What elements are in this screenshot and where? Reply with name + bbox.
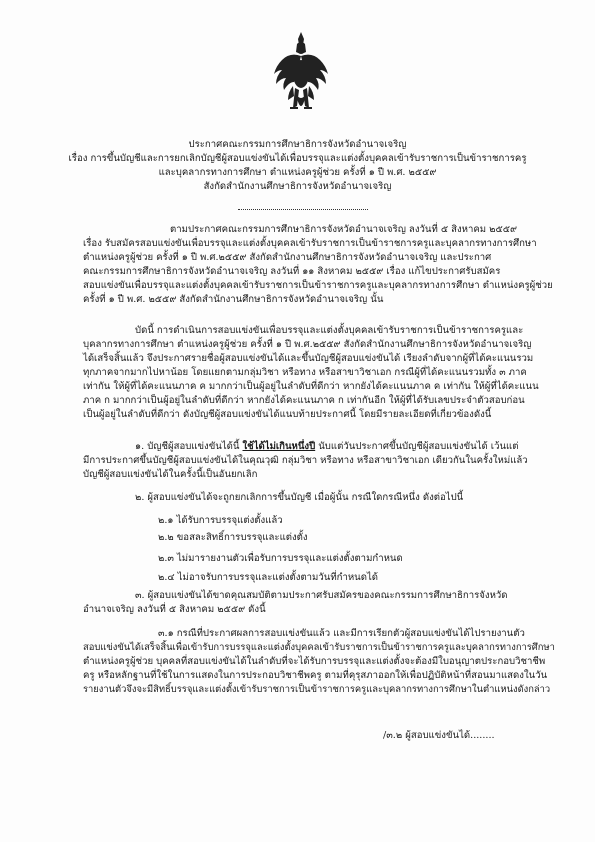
subject-line-1: เรื่อง การขึ้นบัญชีและการยกเลิกบัญชีผู้สอบแข่งขันได้เพื่อบรรจุและแต่งตั้งบุคคลเข้ารับราชการเป็นข้าราชการครู: [68, 153, 527, 164]
item3-line-1: ๓. ผู้สอบแข่งขันได้ขาดคุณสมบัติตามประกาศรับสมัครของคณะกรรมการศึกษาธิการจังหวัด: [135, 590, 508, 601]
item1-line-3: บัญชีผู้สอบแข่งขันได้ในครั้งนี้เป็นอันยกเลิก: [83, 469, 258, 480]
para1-line: ตามประกาศคณะกรรมการศึกษาธิการจังหวัดอำนาจเจริญ ลงวันที่ ๕ สิงหาคม ๒๕๕๙: [170, 224, 518, 235]
continuation-note: /๓.๒ ผู้สอบแข่งขันได้........: [383, 730, 495, 741]
item2-sub: ๒.๔ ไม่อาจรับการบรรจุและแต่งตั้งตามวันที่กำหนดได้: [158, 572, 379, 583]
item31-line: ๓.๑ กรณีที่ประกาศผลการสอบแข่งขันแล้ว และมีการเรียกตัวผู้สอบแข่งขันได้ไปรายงานตัว: [158, 628, 525, 639]
para2-line: เท่ากัน ให้ผู้ที่ได้คะแนนภาค ค มากกว่าเป็นผู้อยู่ในลำดับที่ดีกว่า หากยังได้คะแนนภาค ค เท่ากัน ให้ผู้ที่ได้คะแนน: [83, 381, 539, 392]
para2-line: บุคลากรทางการศึกษา ตำแหน่งครูผู้ช่วย ครั้งที่ ๑ ปี พ.ศ.๒๕๕๙ สังกัดสำนักงานศึกษาธิการจังหวัดอำนาจเจริญ: [83, 339, 532, 350]
para2-line: เป็นผู้อยู่ในลำดับที่ดีกว่า ดังบัญชีผู้สอบแข่งขันได้แนบท้ายประกาศนี้ โดยมีรายละเอียดที่เกี่ยวข้องดังนี้: [83, 409, 492, 420]
para1-line: ตำแหน่งครูผู้ช่วย ครั้งที่ ๑ ปี พ.ศ.๒๕๕๙ สังกัดสำนักงานศึกษาธิการจังหวัดอำนาจเจริญ และประกาศ: [83, 252, 492, 263]
item3-line-2: อำนาจเจริญ ลงวันที่ ๕ สิงหาคม ๒๕๕๙ ดังนี้: [83, 604, 266, 615]
item1-emphasis: ใช้ได้ไม่เกินหนึ่งปี: [242, 441, 316, 452]
item2-sub: ๒.๒ ขอสละสิทธิ์การบรรจุและแต่งตั้ง: [158, 532, 308, 543]
dotted-separator: [238, 207, 368, 210]
para2-line: ได้เสร็จสิ้นแล้ว จึงประกาศรายชื่อผู้สอบแข่งขันได้และขึ้นบัญชีผู้สอบแข่งขันได้ เรียงลำดับจากผู้ที่ได้คะแนนรวม: [83, 353, 534, 364]
para2-line: ภาค ก มากกว่าเป็นผู้อยู่ในลำดับที่ดีกว่า หากยังได้คะแนนภาค ก เท่ากันอีก ให้ผู้ที่ได้รับเลขประจำตัวสอบก่อน: [83, 395, 525, 406]
item1-line-2: มีการประกาศขึ้นบัญชีผู้สอบแข่งขันได้ในคุณวุฒิ กลุ่มวิชา หรือทาง หรือสาขาวิชาเอก เดียวกันในครั้งใหม่แล้ว: [83, 455, 528, 466]
item31-line: รายงานตัวจึงจะมีสิทธิ์บรรจุและแต่งตั้งเข้ารับราชการเป็นข้าราชการครูและบุคลากรทางการศึกษาในตำแหน่งดังกล่าว: [83, 684, 551, 695]
item1-line-1: [135, 441, 518, 453]
para2-line: ทุกภาคจากมากไปหาน้อย โดยแยกตามกลุ่มวิชา หรือทาง หรือสาขาวิชาเอก กรณีผู้ที่ได้คะแนนรวมทั้ง ๓ ภาค: [83, 367, 527, 378]
para2-line: บัดนี้ การดำเนินการสอบแข่งขันเพื่อบรรจุและแต่งตั้งบุคคลเข้ารับราชการเป็นข้าราชการครูและ: [135, 325, 524, 336]
announcement-title: ประกาศคณะกรรมการศึกษาธิการจังหวัดอำนาจเจริญ: [188, 139, 407, 150]
item2-intro: ๒. ผู้สอบแข่งขันได้จะถูกยกเลิกการขึ้นบัญชี เมื่อผู้นั้น กรณีใดกรณีหนึ่ง ดังต่อไปนี้: [135, 492, 464, 503]
item1-lead: ๑. บัญชีผู้สอบแข่งขันได้นี้: [135, 441, 243, 452]
garuda-emblem-icon: [268, 30, 334, 120]
item31-line: ครู หรือหลักฐานที่ใช้ในการแสดงในการประกอบวิชาชีพครู ตามที่คุรุสภาออกให้เพื่อปฏิบัติหน้าที่สอนมาแสดงในวัน: [83, 670, 548, 681]
subject-line-2: และบุคลากรทางการศึกษา ตำแหน่งครูผู้ช่วย ครั้งที่ ๑ ปี พ.ศ. ๒๕๕๙: [158, 167, 437, 178]
item1-rest: นับแต่วันประกาศขึ้นบัญชีผู้สอบแข่งขันได้ เว้นแต่: [315, 441, 519, 452]
item31-line: ตำแหน่งครูผู้ช่วย บุคคลที่สอบแข่งขันได้ในลำดับที่จะได้รับการบรรจุและแต่งตั้งจะต้องมีใบอนุญาตประกอบวิชาชีพ: [83, 656, 546, 667]
para1-line: สอบแข่งขันเพื่อบรรจุและแต่งตั้งบุคคลเข้ารับราชการเป็นข้าราชการครูและบุคลากรทางการศึกษา ตำแหน่งครูผู้ช่วย: [83, 280, 553, 291]
item2-sub: ๒.๑ ได้รับการบรรจุแต่งตั้งแล้ว: [158, 515, 283, 526]
para1-line: คณะกรรมการศึกษาธิการจังหวัดอำนาจเจริญ ลงวันที่ ๑๑ สิงหาคม ๒๕๕๙ เรื่อง แก้ไขประกาศรับสมัคร: [83, 266, 501, 277]
para1-line: ครั้งที่ ๑ ปี พ.ศ. ๒๕๕๙ สังกัดสำนักงานศึกษาธิการจังหวัดอำนาจเจริญ นั้น: [83, 294, 384, 305]
item2-sub: ๒.๓ ไม่มารายงานตัวเพื่อรับการบรรจุและแต่งตั้งตามกำหนด: [158, 553, 403, 564]
subject-line-3: สังกัดสำนักงานศึกษาธิการจังหวัดอำนาจเจริญ: [203, 181, 392, 192]
para1-line: เรื่อง รับสมัครสอบแข่งขันเพื่อบรรจุและแต่งตั้งบุคคลเข้ารับราชการเป็นข้าราชการครูและบุคลากรทางการศึกษา: [83, 238, 537, 249]
item31-line: สอบแข่งขันได้เสร็จสิ้นเพื่อเข้ารับการบรรจุและแต่งตั้งบุคคลเข้ารับราชการเป็นข้าราชการครูและบุคลากรทางการศึกษา: [83, 642, 555, 653]
